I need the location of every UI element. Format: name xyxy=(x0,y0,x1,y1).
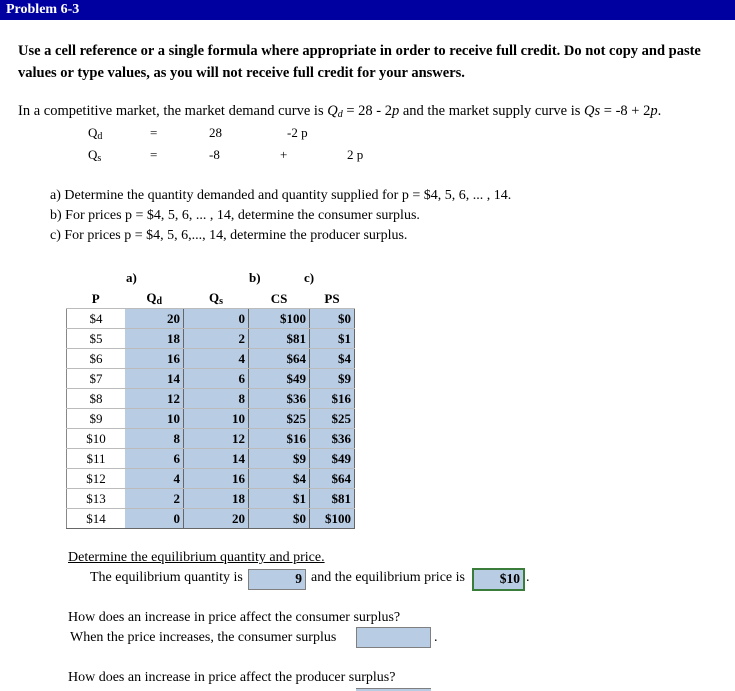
market-mid: and the market supply curve is xyxy=(399,103,585,119)
cell-qs[interactable]: 16 xyxy=(184,469,249,489)
eq-period: . xyxy=(526,570,530,585)
cell-cs[interactable]: $25 xyxy=(249,409,310,429)
cell-qs[interactable]: 14 xyxy=(184,449,249,469)
cell-qd[interactable]: 0 xyxy=(125,509,184,529)
table-row xyxy=(67,309,355,329)
header-ps: PS xyxy=(310,289,355,309)
cell-qd[interactable]: 2 xyxy=(125,489,184,509)
cell-p: $5 xyxy=(67,329,126,349)
cell-cs[interactable]: $36 xyxy=(249,389,310,409)
cell-cs[interactable]: $9 xyxy=(249,449,310,469)
table-row xyxy=(67,429,355,449)
table-row xyxy=(67,329,355,349)
cell-ps[interactable]: $49 xyxy=(310,449,355,469)
section-label-b: b) xyxy=(249,270,261,285)
cell-p: $6 xyxy=(67,349,126,369)
qs-equals: = xyxy=(150,147,158,162)
data-table xyxy=(66,289,355,529)
table-row xyxy=(67,489,355,509)
cell-cs[interactable]: $16 xyxy=(249,429,310,449)
question-b: b) For prices p = $4, 5, 6, ... , 14, determine the consumer surplus. xyxy=(50,208,420,223)
qd-sub: d xyxy=(337,109,343,120)
qd-slope: -2 p xyxy=(287,125,308,140)
market-description xyxy=(18,103,661,120)
cell-qd[interactable]: 14 xyxy=(125,369,184,389)
cell-ps[interactable]: $81 xyxy=(310,489,355,509)
cell-qs[interactable]: 0 xyxy=(184,309,249,329)
table-row xyxy=(67,349,355,369)
cell-ps[interactable]: $0 xyxy=(310,309,355,329)
qs-eq-text: = -8 + 2 xyxy=(600,103,651,119)
cell-qs[interactable]: 20 xyxy=(184,509,249,529)
cell-p: $13 xyxy=(67,489,126,509)
table-row xyxy=(67,369,355,389)
cell-qd[interactable]: 6 xyxy=(125,449,184,469)
cell-qd[interactable]: 20 xyxy=(125,309,184,329)
cell-qd[interactable]: 12 xyxy=(125,389,184,409)
cell-qs[interactable]: 10 xyxy=(184,409,249,429)
table-header-row xyxy=(67,289,355,309)
cell-cs[interactable]: $49 xyxy=(249,369,310,389)
cell-p: $10 xyxy=(67,429,126,449)
cell-ps[interactable]: $4 xyxy=(310,349,355,369)
consumer-prompt: When the price increases, the consumer surplus xyxy=(70,630,337,645)
qs-label: $Q_s$ xyxy=(88,147,102,164)
consumer-question: How does an increase in price affect the consumer surplus? xyxy=(68,610,401,625)
instructions-text: Use a cell reference or a single formula where appropriate in order to receive full credit. Do not copy and paste values or type values, as you will not receive full credit for your answers. xyxy=(18,43,701,81)
cell-cs[interactable]: $100 xyxy=(249,309,310,329)
qd-equals: = xyxy=(150,125,158,140)
header-cs: CS xyxy=(249,289,310,309)
cell-cs[interactable]: $64 xyxy=(249,349,310,369)
section-label-a: a) xyxy=(126,270,137,285)
problem-title: Problem 6-3 xyxy=(6,2,80,17)
cell-p: $9 xyxy=(67,409,126,429)
cell-qs[interactable]: 6 xyxy=(184,369,249,389)
market-lead: In a competitive market, the market demand curve is xyxy=(18,103,328,119)
title-bar xyxy=(0,0,735,20)
header-qs: $Q_s$ xyxy=(184,289,249,309)
cell-cs[interactable]: $81 xyxy=(249,329,310,349)
qs-var: Qs xyxy=(584,103,601,119)
cell-qd[interactable]: 10 xyxy=(125,409,184,429)
cell-qd[interactable]: 8 xyxy=(125,429,184,449)
question-c: c) For prices p = $4, 5, 6,..., 14, determine the producer surplus. xyxy=(50,228,408,243)
cell-qd[interactable]: 18 xyxy=(125,329,184,349)
cell-p: $14 xyxy=(67,509,126,529)
cell-qs[interactable]: 18 xyxy=(184,489,249,509)
cell-qs[interactable]: 12 xyxy=(184,429,249,449)
market-end: . xyxy=(657,103,662,119)
cell-qs[interactable]: 4 xyxy=(184,349,249,369)
qd-label: $Q_d$ xyxy=(88,125,103,142)
cell-ps[interactable]: $36 xyxy=(310,429,355,449)
cell-cs[interactable]: $1 xyxy=(249,489,310,509)
header-qd: $Q_d$ xyxy=(125,289,184,309)
consumer-period: . xyxy=(434,630,438,645)
qd-var: Q xyxy=(327,103,338,119)
cell-p: $7 xyxy=(67,369,126,389)
header-p: P xyxy=(67,289,126,309)
cell-p: $12 xyxy=(67,469,126,489)
question-a: a) Determine the quantity demanded and quantity supplied for p = $4, 5, 6, ... , 14. xyxy=(50,188,512,203)
producer-question: How does an increase in price affect the producer surplus? xyxy=(68,670,396,685)
table-row xyxy=(67,449,355,469)
cell-ps[interactable]: $16 xyxy=(310,389,355,409)
table-row xyxy=(67,409,355,429)
cell-qd[interactable]: 4 xyxy=(125,469,184,489)
cell-qd[interactable]: 16 xyxy=(125,349,184,369)
eq-qty-label: The equilibrium quantity is xyxy=(90,570,243,585)
table-row xyxy=(67,509,355,529)
cell-qs[interactable]: 8 xyxy=(184,389,249,409)
eq-price-cell[interactable]: $10 xyxy=(472,568,525,591)
cell-ps[interactable]: $9 xyxy=(310,369,355,389)
eq-price-label: and the equilibrium price is xyxy=(311,570,465,585)
qd-const: 28 xyxy=(209,125,222,140)
qs-const: -8 xyxy=(209,147,220,162)
table-row xyxy=(67,469,355,489)
cell-ps[interactable]: $100 xyxy=(310,509,355,529)
cell-p: $4 xyxy=(67,309,126,329)
cell-p: $8 xyxy=(67,389,126,409)
cell-ps[interactable]: $1 xyxy=(310,329,355,349)
p-var-1: p xyxy=(391,103,400,119)
equilibrium-heading: Determine the equilibrium quantity and price. xyxy=(68,550,325,565)
table-row xyxy=(67,389,355,409)
cell-ps[interactable]: $64 xyxy=(310,469,355,489)
cell-cs[interactable]: $0 xyxy=(249,509,310,529)
section-label-c: c) xyxy=(304,270,315,285)
p-var-2: p xyxy=(650,103,658,119)
cell-cs[interactable]: $4 xyxy=(249,469,310,489)
cell-qs[interactable]: 2 xyxy=(184,329,249,349)
qs-slope: 2 p xyxy=(347,147,364,162)
qd-eq-text: = 28 - 2 xyxy=(342,103,392,119)
cell-ps[interactable]: $25 xyxy=(310,409,355,429)
qs-plus: + xyxy=(280,147,288,162)
cell-p: $11 xyxy=(67,449,126,469)
consumer-answer-cell[interactable] xyxy=(356,627,431,648)
eq-qty-cell[interactable]: 9 xyxy=(248,569,306,590)
